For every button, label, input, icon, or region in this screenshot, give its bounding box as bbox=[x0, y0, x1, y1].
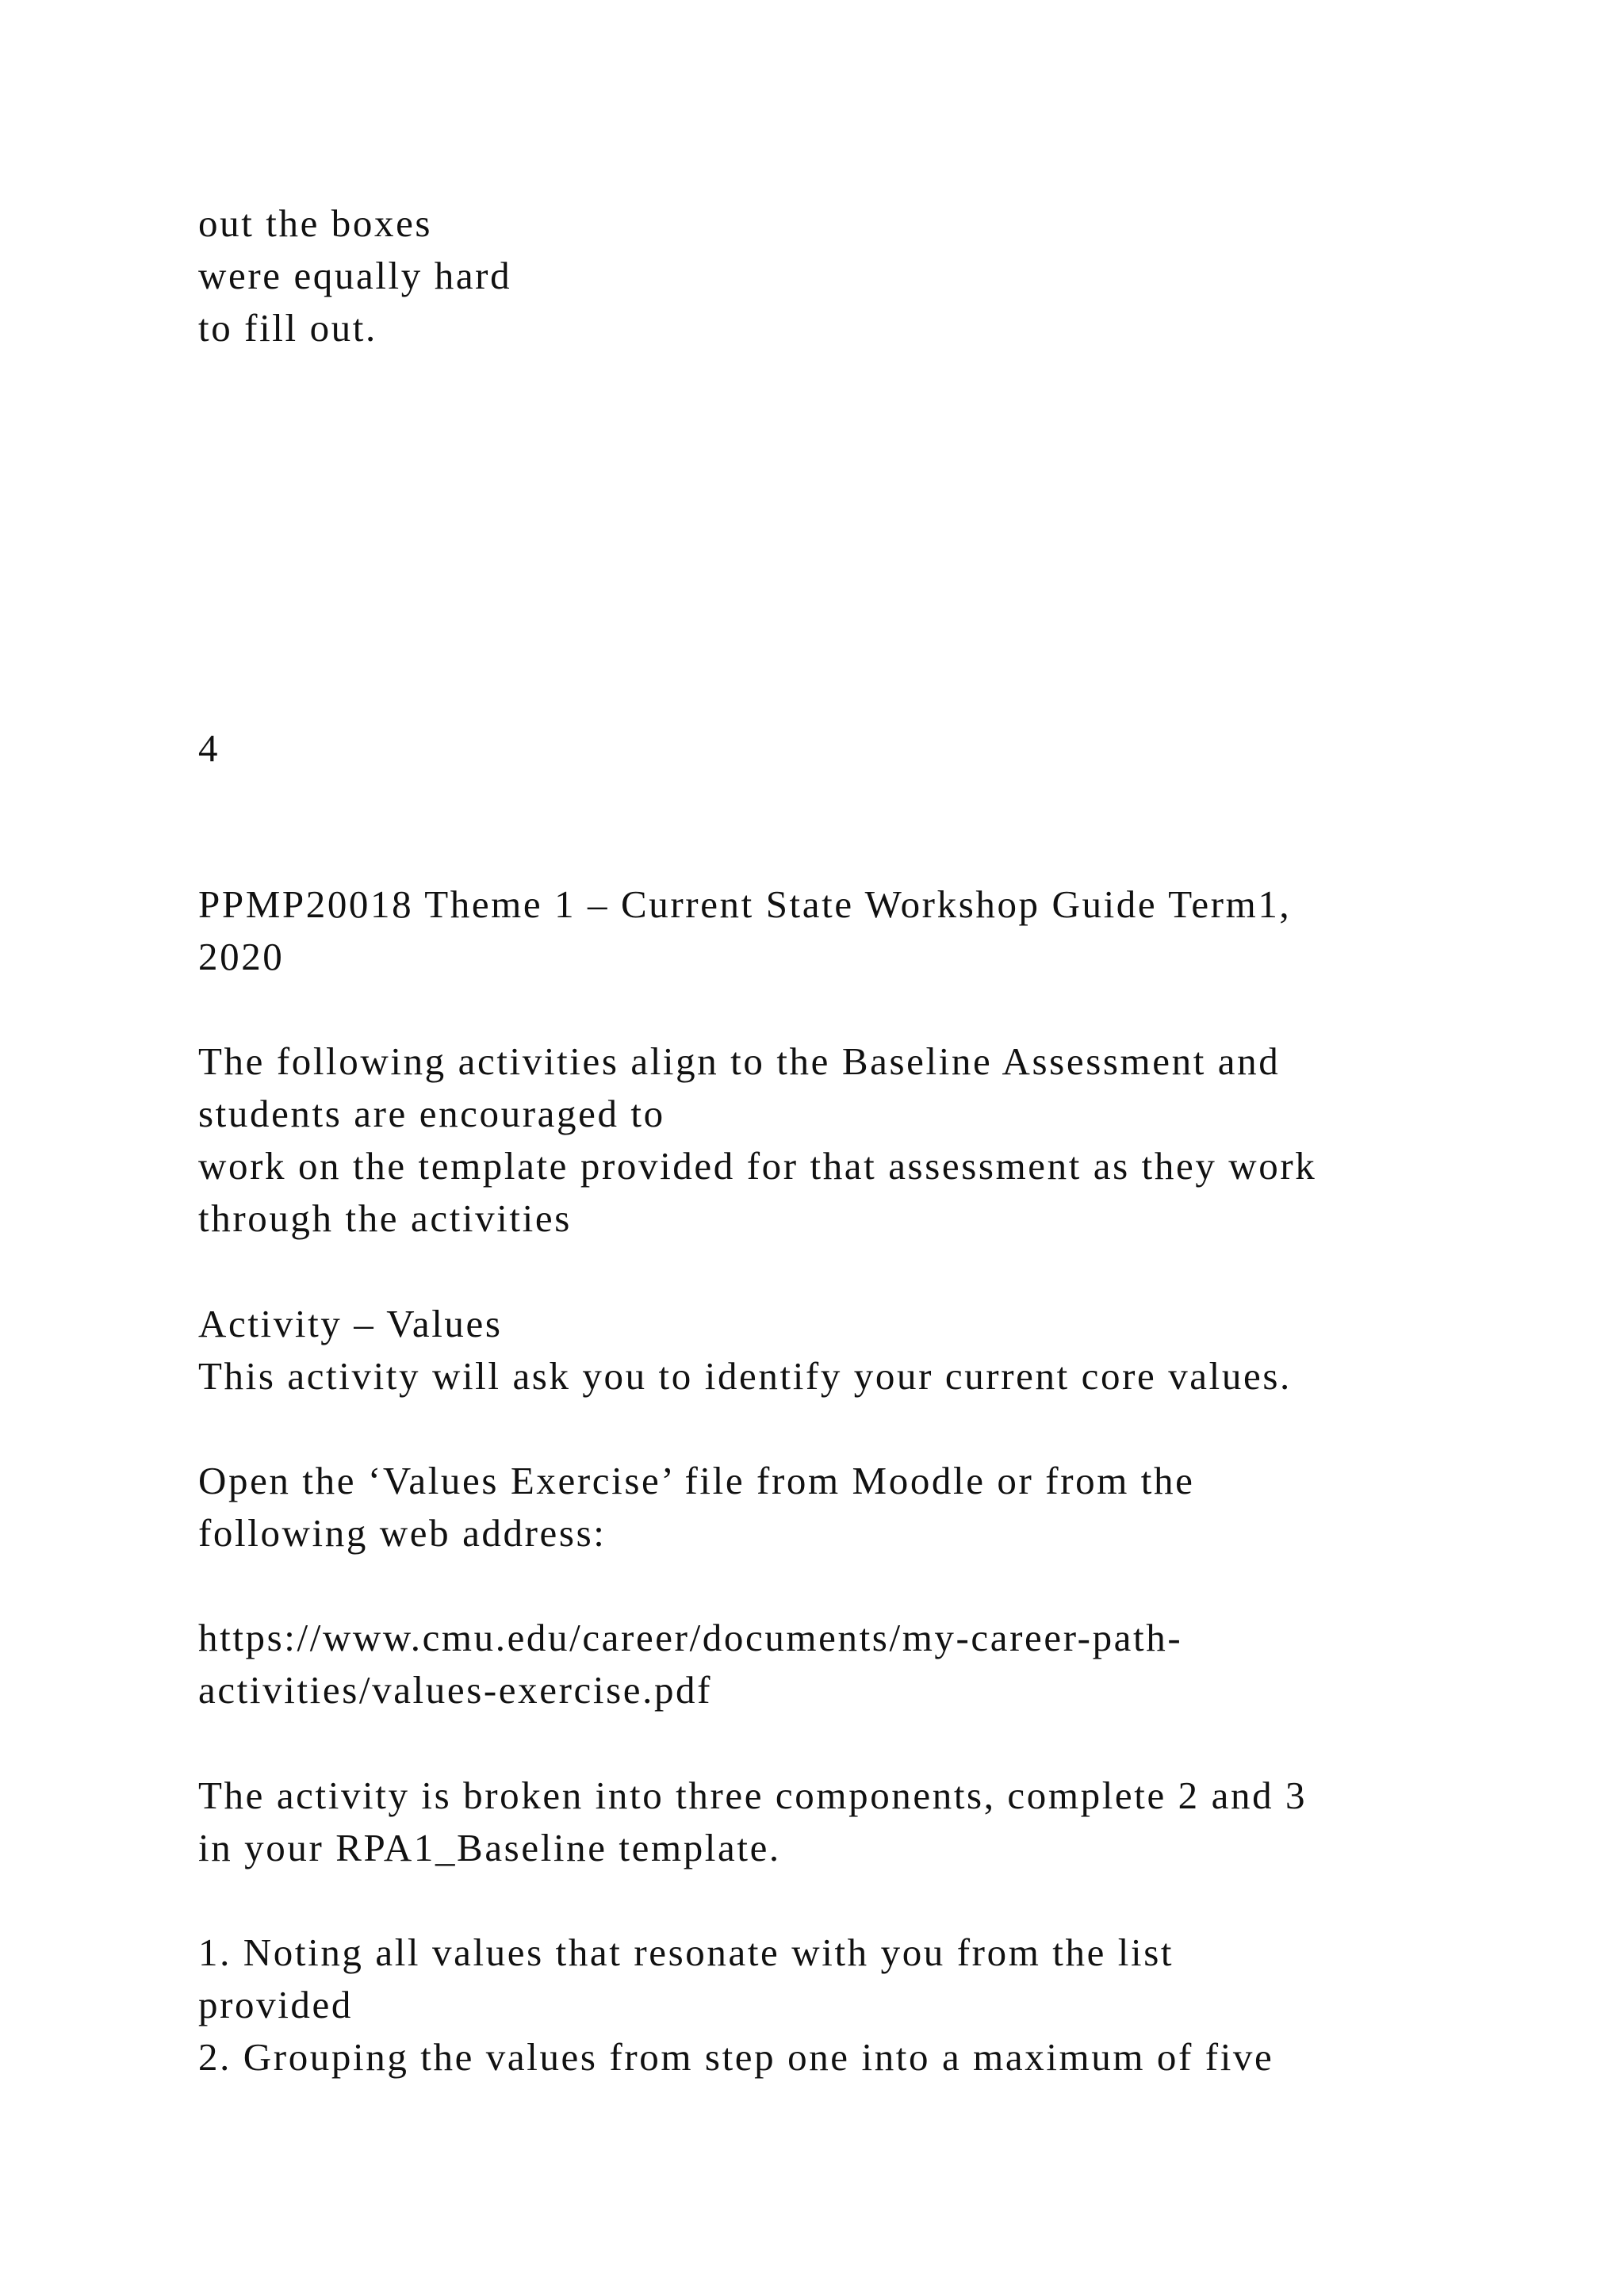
document-heading: 2020 bbox=[198, 935, 285, 978]
text-line: Open the ‘Values Exercise’ file from Moodle or from the bbox=[198, 1459, 1195, 1502]
url-text: https://www.cmu.edu/career/documents/my-career-path- bbox=[198, 1616, 1183, 1659]
section-heading: Activity – Values bbox=[198, 1302, 503, 1345]
document-heading: PPMP20018 Theme 1 – Current State Workshop Guide Term1, bbox=[198, 882, 1292, 926]
text-line: through the activities bbox=[198, 1196, 572, 1240]
list-item: 1. Noting all values that resonate with you from the list bbox=[198, 1931, 1174, 1974]
text-line: to fill out. bbox=[198, 306, 377, 350]
text-line: out the boxes bbox=[198, 201, 433, 245]
text-line: following web address: bbox=[198, 1511, 607, 1555]
text-line: The activity is broken into three components, complete 2 and 3 bbox=[198, 1774, 1308, 1817]
text-line: were equally hard bbox=[198, 254, 512, 297]
url-text: activities/values-exercise.pdf bbox=[198, 1668, 713, 1712]
text-line: work on the template provided for that assessment as they work bbox=[198, 1144, 1317, 1188]
text-line: students are encouraged to bbox=[198, 1092, 665, 1135]
text-line: in your RPA1_Baseline template. bbox=[198, 1826, 781, 1869]
page-number: 4 bbox=[198, 726, 220, 770]
text-line: This activity will ask you to identify your current core values. bbox=[198, 1354, 1292, 1398]
text-line: The following activities align to the Baseline Assessment and bbox=[198, 1039, 1281, 1083]
list-item: provided bbox=[198, 1983, 353, 2026]
list-item: 2. Grouping the values from step one into a maximum of five bbox=[198, 2035, 1274, 2079]
